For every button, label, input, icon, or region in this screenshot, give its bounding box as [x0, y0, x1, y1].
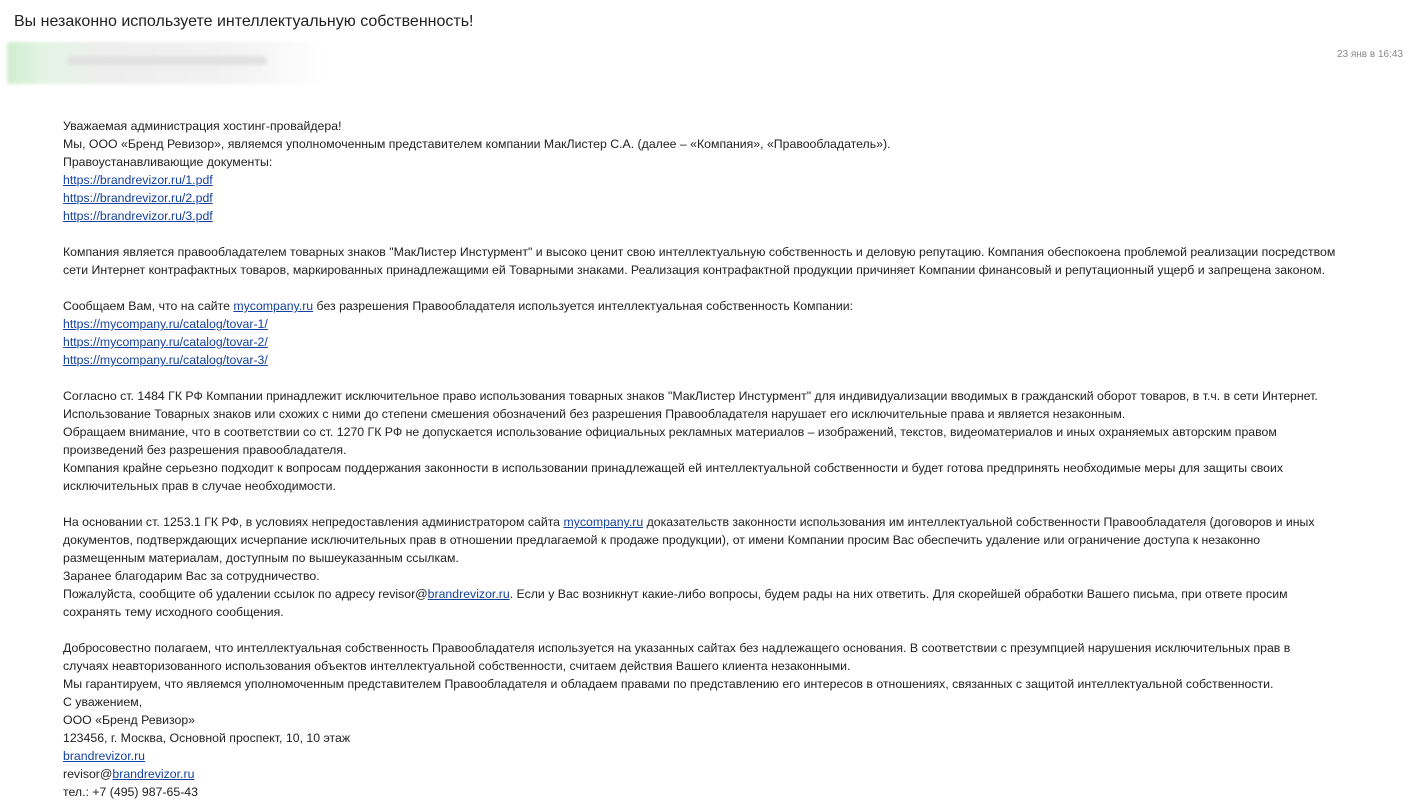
sender-name-blurred: [67, 56, 267, 65]
paragraph-legal-line: Компания крайне серьезно подходит к вопросам поддержания законности в использовании принадлежащей ей интеллектуальной собственности и будет готова предпринять необходимые меры для защиты своих: [63, 461, 1283, 475]
infringing-site-notice: [63, 297, 1363, 315]
site-link-mycompany[interactable]: mycompany.ru: [233, 299, 314, 313]
paragraph-trademark-line: сети Интернет контрафактных товаров, маркированных принадлежащими ей Товарными знаками. Реализация контрафактной продукции причиняет Компании финансовый и репутационный ущерб и запрещена законом.: [63, 263, 1325, 277]
paragraph-request-line: размещенным материалам, доступным по вышеуказанным ссылкам.: [63, 551, 459, 565]
request-text: На основании ст. 1253.1 ГК РФ, в условиях непредоставления администратором сайта: [63, 515, 564, 529]
signature-phone: тел.: +7 (495) 987-65-43: [63, 785, 198, 799]
paragraph-legal-line: Использование Товарных знаков или схожих с ними до степени смешения обозначений без разрешения Правообладателя нарушает его исключительные права и является незаконным.: [63, 407, 1126, 421]
paragraph-assertion-line: случаях неавторизованного использования объектов интеллектуальной собственности, считаем действия Вашего клиента незаконными.: [63, 659, 851, 673]
request-text: . Если у Вас возникнут какие-либо вопросы, будем рады на них ответить. Для скорейшей обработки Вашего письма, при ответе просим: [509, 587, 1288, 601]
paragraph-legal-line: Обращаем внимание, что в соответствии со ст. 1270 ГК РФ не допускается использование официальных рекламных материалов – изображений, текстов, видеоматериалов и иных охраняемых авторским правом: [63, 425, 1277, 439]
intro-text: Мы, ООО «Бренд Ревизор», являемся уполномоченным представителем компании МакЛистер С.А. (далее – «Компания», «Правообладатель»).: [63, 137, 891, 151]
doc-link-2[interactable]: https://brandrevizor.ru/2.pdf: [63, 191, 213, 205]
paragraph-request-line: [63, 585, 1363, 603]
paragraph-assertion-line: Добросовестно полагаем, что интеллектуальная собственность Правообладателя используется на указанных сайтах без надлежащего основания. В соответствии с презумпцией нарушения исключительных прав в: [63, 641, 1291, 655]
paragraph-trademark-line: Компания является правообладателем товарных знаков "МакЛистер Инстурмент" и высоко ценит свою интеллектуальную собственность и деловую репутацию. Компания обеспокоена проблемой реализации посредством: [63, 245, 1336, 259]
request-text: доказательств законности использования им интеллектуальной собственности Правообладателя (договоров и иных: [643, 515, 1315, 529]
paragraph-legal-line: произведений без разрешения правообладателя.: [63, 443, 347, 457]
docs-label: Правоустанавливающие документы:: [63, 155, 273, 169]
paragraph-request-line: документов, подтверждающих исчерпание исключительных прав в отношении предлагаемой к продаже продукции), от имени Компании просим Вас обеспечить удаление или ограничение доступа к незаконно: [63, 533, 1261, 547]
catalog-link-2[interactable]: https://mycompany.ru/catalog/tovar-2/: [63, 335, 268, 349]
catalog-link-3[interactable]: https://mycompany.ru/catalog/tovar-3/: [63, 353, 268, 367]
signature-email-link[interactable]: brandrevizor.ru: [112, 767, 195, 781]
email-date: 23 янв в 16:43: [1336, 49, 1403, 60]
signature-company: ООО «Бренд Ревизор»: [63, 713, 195, 727]
email-body: [63, 117, 1363, 801]
notice-text: Сообщаем Вам, что на сайте: [63, 299, 234, 313]
site-link-mycompany-2[interactable]: mycompany.ru: [563, 515, 644, 529]
email-subject: Вы незаконно используете интеллектуальную собственность!: [14, 13, 474, 30]
signature-email: [63, 765, 1363, 783]
signature-closing: С уважением,: [63, 695, 143, 709]
signature-site-link[interactable]: brandrevizor.ru: [63, 749, 146, 763]
paragraph-request-line: Заранее благодарим Вас за сотрудничество.: [63, 569, 320, 583]
request-text: Пожалуйста, сообщите об удалении ссылок по адресу revisor@: [63, 587, 428, 601]
paragraph-legal-line: исключительных прав в случае необходимости.: [63, 479, 336, 493]
catalog-link-1[interactable]: https://mycompany.ru/catalog/tovar-1/: [63, 317, 268, 331]
doc-link-3[interactable]: https://brandrevizor.ru/3.pdf: [63, 209, 213, 223]
signature-address: 123456, г. Москва, Основной проспект, 10, 10 этаж: [63, 731, 351, 745]
doc-link-1[interactable]: https://brandrevizor.ru/1.pdf: [63, 173, 213, 187]
greeting: Уважаемая администрация хостинг-провайдера!: [63, 119, 342, 133]
email-prefix: revisor@: [63, 767, 113, 781]
paragraph-legal-line: Согласно ст. 1484 ГК РФ Компании принадлежит исключительное право использования товарных знаков "МакЛистер Инстурмент" для индивидуализации вводимых в гражданский оборот товаров, в т.ч. в сети Интернет.: [63, 389, 1318, 403]
paragraph-request-line: сохранять тему исходного сообщения.: [63, 605, 284, 619]
paragraph-request-line: [63, 513, 1363, 531]
sender-info-blurred: [7, 42, 325, 84]
paragraph-assertion-line: Мы гарантируем, что являемся уполномоченным представителем Правообладателя и обладаем правами по представлению его интересов в отношениях, связанных с защитой интеллектуальной собственности.: [63, 677, 1274, 691]
notice-text: без разрешения Правообладателя используется интеллектуальная собственность Компании:: [313, 299, 854, 313]
email-domain-link[interactable]: brandrevizor.ru: [427, 587, 510, 601]
